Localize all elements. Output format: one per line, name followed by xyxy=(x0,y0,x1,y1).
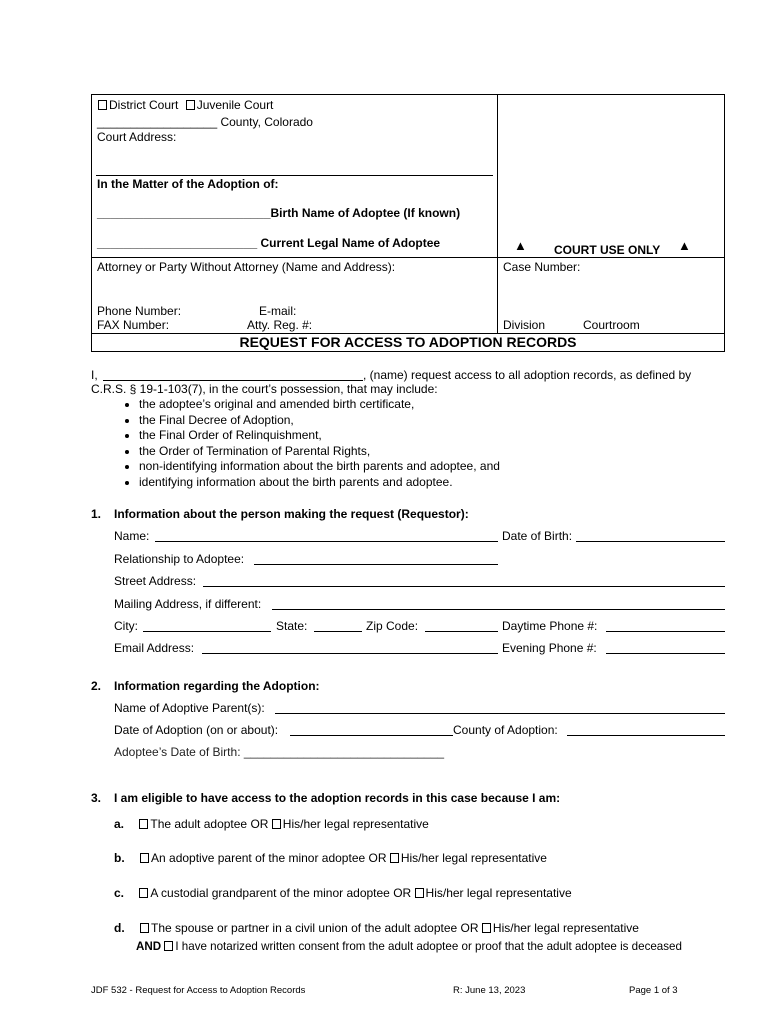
relationship-field[interactable] xyxy=(254,564,498,565)
daytime-phone-field[interactable] xyxy=(606,631,725,632)
email-address-field[interactable] xyxy=(202,653,498,654)
caption-row-line xyxy=(91,257,725,258)
list-item: • the adoptee’s original and amended birth certificate, xyxy=(139,397,500,413)
arrow-up-icon: ▲ xyxy=(678,238,691,253)
list-item: • the Order of Termination of Parental Rights, xyxy=(139,444,500,460)
fax-label: FAX Number: xyxy=(97,318,170,332)
section1-number: 1. xyxy=(91,507,102,521)
option-d-rep-checkbox[interactable] xyxy=(482,923,491,933)
court-type-row: District Court Juvenile Court xyxy=(98,98,273,112)
requestor-name-field[interactable] xyxy=(103,380,363,381)
option-b: b. An adoptive parent of the minor adoptee OR His/her legal representative xyxy=(114,851,547,865)
list-item: • non-identifying information about the birth parents and adoptee, and xyxy=(139,459,500,475)
court-address-label: Court Address: xyxy=(97,130,177,144)
city-label: City: xyxy=(114,619,138,633)
intro-statute: C.R.S. § 19-1-103(7), in the court’s possession, that may include: xyxy=(91,382,438,396)
city-field[interactable] xyxy=(143,631,271,632)
section3-number: 3. xyxy=(91,791,102,805)
caption-box xyxy=(91,94,725,352)
district-court-checkbox[interactable] xyxy=(98,100,107,110)
mailing-field[interactable] xyxy=(272,609,725,610)
adoption-date-field[interactable] xyxy=(290,735,453,736)
consent-checkbox[interactable] xyxy=(164,941,173,951)
option-c: c. A custodial grandparent of the minor adoptee OR His/her legal representative xyxy=(114,886,572,900)
adoptive-parents-label: Name of Adoptive Parent(s): xyxy=(114,701,265,715)
street-field[interactable] xyxy=(203,586,725,587)
records-list xyxy=(103,397,500,491)
courtroom-label: Courtroom xyxy=(583,318,640,332)
adoptive-parents-field[interactable] xyxy=(275,713,725,714)
page-title: REQUEST FOR ACCESS TO ADOPTION RECORDS xyxy=(239,334,577,350)
attorney-label: Attorney or Party Without Attorney (Name and Address): xyxy=(97,260,396,274)
section3-heading: I am eligible to have access to the adoption records in this case because I am: xyxy=(114,791,561,805)
legal-name-line: ________________________ Current Legal Name of Adoptee xyxy=(97,236,441,250)
county-line: __________________ County, Colorado xyxy=(97,115,313,129)
zip-label: Zip Code: xyxy=(366,619,419,633)
dob-label: Date of Birth: xyxy=(502,529,573,543)
juvenile-court-checkbox[interactable] xyxy=(186,100,195,110)
option-b-checkbox[interactable] xyxy=(140,853,149,863)
phone-label: Phone Number: xyxy=(97,304,182,318)
section2-heading: Information regarding the Adoption: xyxy=(114,679,320,693)
state-label: State: xyxy=(276,619,308,633)
mailing-label: Mailing Address, if different: xyxy=(114,597,262,611)
adoption-date-label: Date of Adoption (on or about): xyxy=(114,723,279,737)
court-use-only: COURT USE ONLY xyxy=(554,243,661,257)
case-number-label: Case Number: xyxy=(503,260,581,274)
matter-heading: In the Matter of the Adoption of: xyxy=(97,177,279,191)
street-label: Street Address: xyxy=(114,574,197,588)
option-b-rep-checkbox[interactable] xyxy=(390,853,399,863)
state-field[interactable] xyxy=(314,631,362,632)
matter-separator xyxy=(96,175,493,176)
section1-heading: Information about the person making the request (Requestor): xyxy=(114,507,469,521)
division-label: Division xyxy=(503,318,546,332)
option-a-checkbox[interactable] xyxy=(139,819,148,829)
option-d-and: AND I have notarized written consent from the adult adoptee or proof that the adult adoptee is deceased xyxy=(136,940,682,953)
footer-page: Page 1 of 3 xyxy=(629,985,678,996)
list-item: • identifying information about the birth parents and adoptee. xyxy=(139,475,500,491)
email-address-label: Email Address: xyxy=(114,641,195,655)
footer-revision: R: June 13, 2023 xyxy=(453,985,526,996)
option-d: d. The spouse or partner in a civil union of the adult adoptee OR His/her legal representative xyxy=(114,921,639,935)
list-item: • the Final Decree of Adoption, xyxy=(139,413,500,429)
arrow-up-icon: ▲ xyxy=(514,238,527,253)
option-d-checkbox[interactable] xyxy=(140,923,149,933)
daytime-phone-label: Daytime Phone #: xyxy=(502,619,598,633)
adoptee-dob-line: Adoptee’s Date of Birth: ______________________________ xyxy=(114,745,445,759)
name-label: Name: xyxy=(114,529,150,543)
county-of-adoption-label: County of Adoption: xyxy=(453,723,558,737)
option-a: a. The adult adoptee OR His/her legal representative xyxy=(114,817,429,831)
option-a-rep-checkbox[interactable] xyxy=(272,819,281,829)
intro-request-text: , (name) request access to all adoption records, as defined by xyxy=(363,368,692,382)
atty-reg-label: Atty. Reg. #: xyxy=(247,318,313,332)
intro-i: I, xyxy=(91,368,98,382)
evening-phone-field[interactable] xyxy=(606,653,725,654)
name-field[interactable] xyxy=(155,541,498,542)
list-item: • the Final Order of Relinquishment, xyxy=(139,428,500,444)
relationship-label: Relationship to Adoptee: xyxy=(114,552,245,566)
section2-number: 2. xyxy=(91,679,102,693)
birth-name-line: __________________________Birth Name of Adoptee (If known) xyxy=(97,206,461,220)
footer-form-id: JDF 532 - Request for Access to Adoption Records xyxy=(91,985,306,996)
evening-phone-label: Evening Phone #: xyxy=(502,641,597,655)
zip-field[interactable] xyxy=(425,631,498,632)
county-of-adoption-field[interactable] xyxy=(567,735,725,736)
dob-field[interactable] xyxy=(576,541,725,542)
caption-divider xyxy=(497,94,498,334)
email-label: E-mail: xyxy=(259,304,297,318)
option-c-rep-checkbox[interactable] xyxy=(415,888,424,898)
option-c-checkbox[interactable] xyxy=(139,888,148,898)
